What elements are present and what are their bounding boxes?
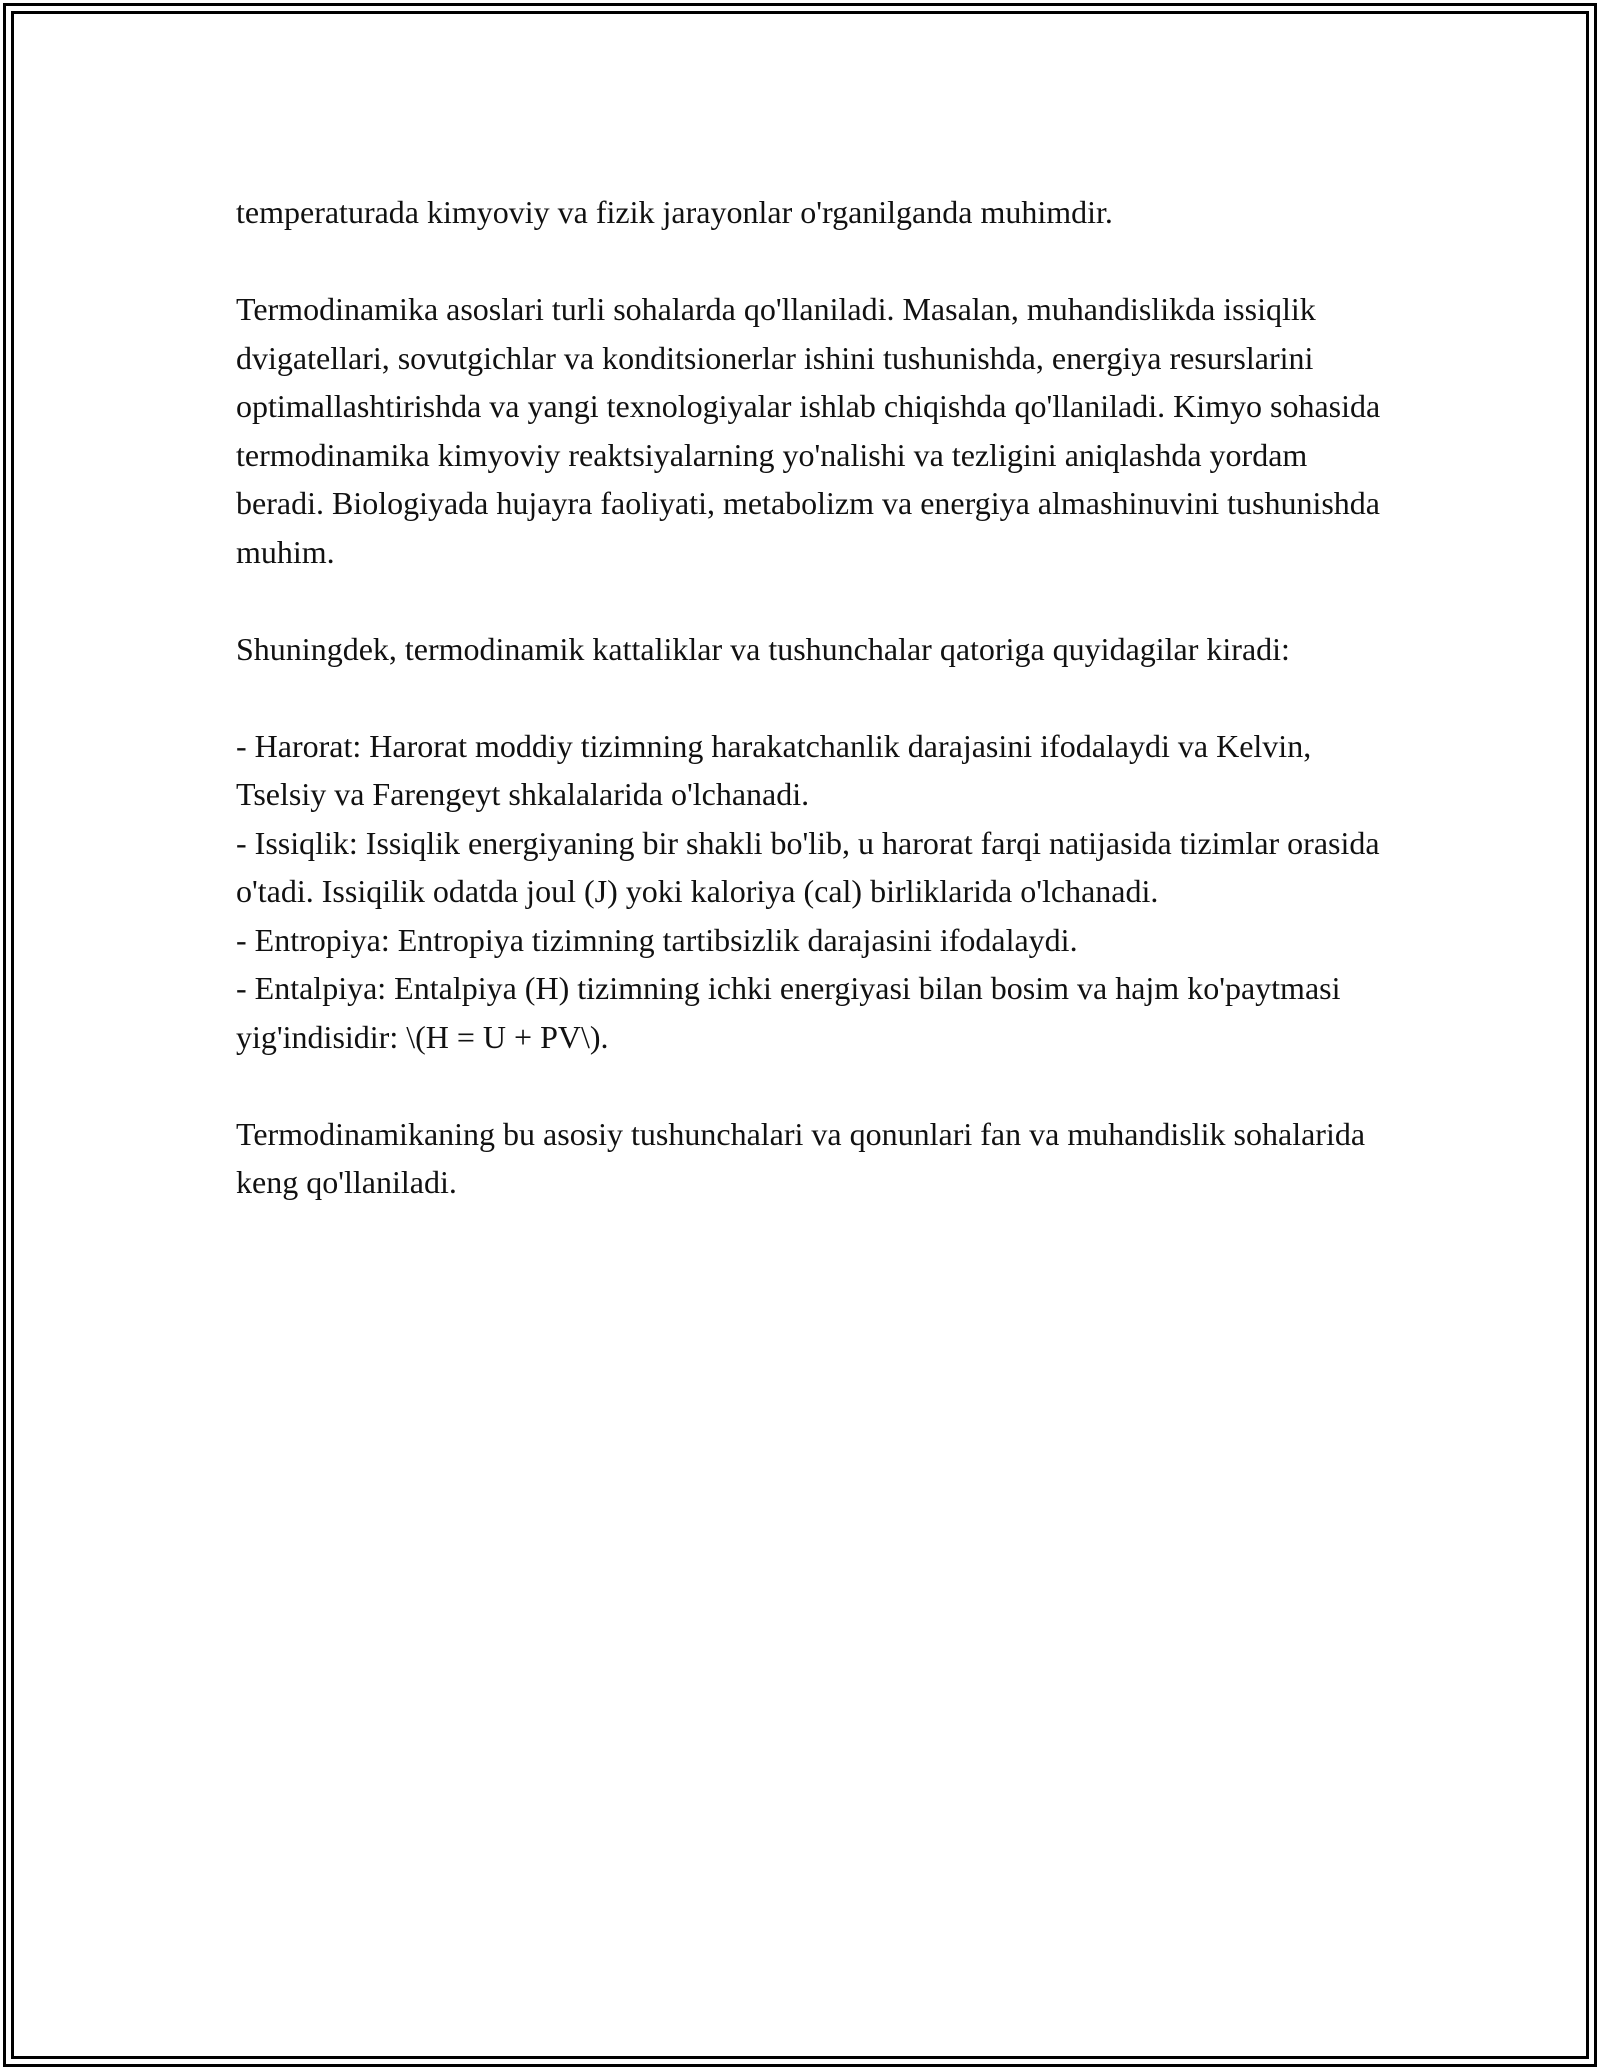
list-item-entalpiya: - Entalpiya: Entalpiya (H) tizimning ichki energiyasi bilan bosim va hajm ko'paytmasi yig'indisidir: \(H = U + PV\).: [236, 970, 1341, 1055]
document-body: [236, 188, 1386, 1255]
list-item-entropiya: - Entropiya: Entropiya tizimning tartibsizlik darajasini ifodalaydi.: [236, 921, 1078, 958]
list-item-harorat: - Harorat: Harorat moddiy tizimning harakatchanlik darajasini ifodalaydi va Kelvin, Tselsiy va Farengeyt shkalalarida o'lchanadi.: [236, 727, 1312, 812]
paragraph-list-intro: Shuningdek, termodinamik kattaliklar va tushunchalar qatoriga quyidagilar kiradi:: [236, 630, 1290, 667]
definition-list: [236, 722, 1386, 1062]
list-item-issiqlik: - Issiqlik: Issiqlik energiyaning bir shakli bo'lib, u harorat farqi natijasida tizimlar orasida o'tadi. Issiqilik odatda joul (J) yoki kaloriya (cal) birliklarida o'lchanadi.: [236, 824, 1380, 909]
paragraph-applications: Termodinamika asoslari turli sohalarda qo'llaniladi. Masalan, muhandislikda issiqlik dvigatellari, sovutgichlar va konditsionerlar ishini tushunishda, energiya resurslarini optimallashtirishda va yangi texnologiyalar ishlab chiqishda qo'llaniladi. Kimyo sohasida termodinamika kimyoviy reaktsiyalarning yo'nalishi va tezligini aniqlashda yordam beradi. Biologiyada hujayra faoliyati, metabolizm va energiya almashinuvini tushunishda muhim.: [236, 291, 1381, 570]
paragraph-continuation: temperaturada kimyoviy va fizik jarayonlar o'rganilganda muhimdir.: [236, 194, 1113, 230]
paragraph-closing: Termodinamikaning bu asosiy tushunchalari va qonunlari fan va muhandislik sohalarida keng qo'llaniladi.: [236, 1115, 1366, 1200]
